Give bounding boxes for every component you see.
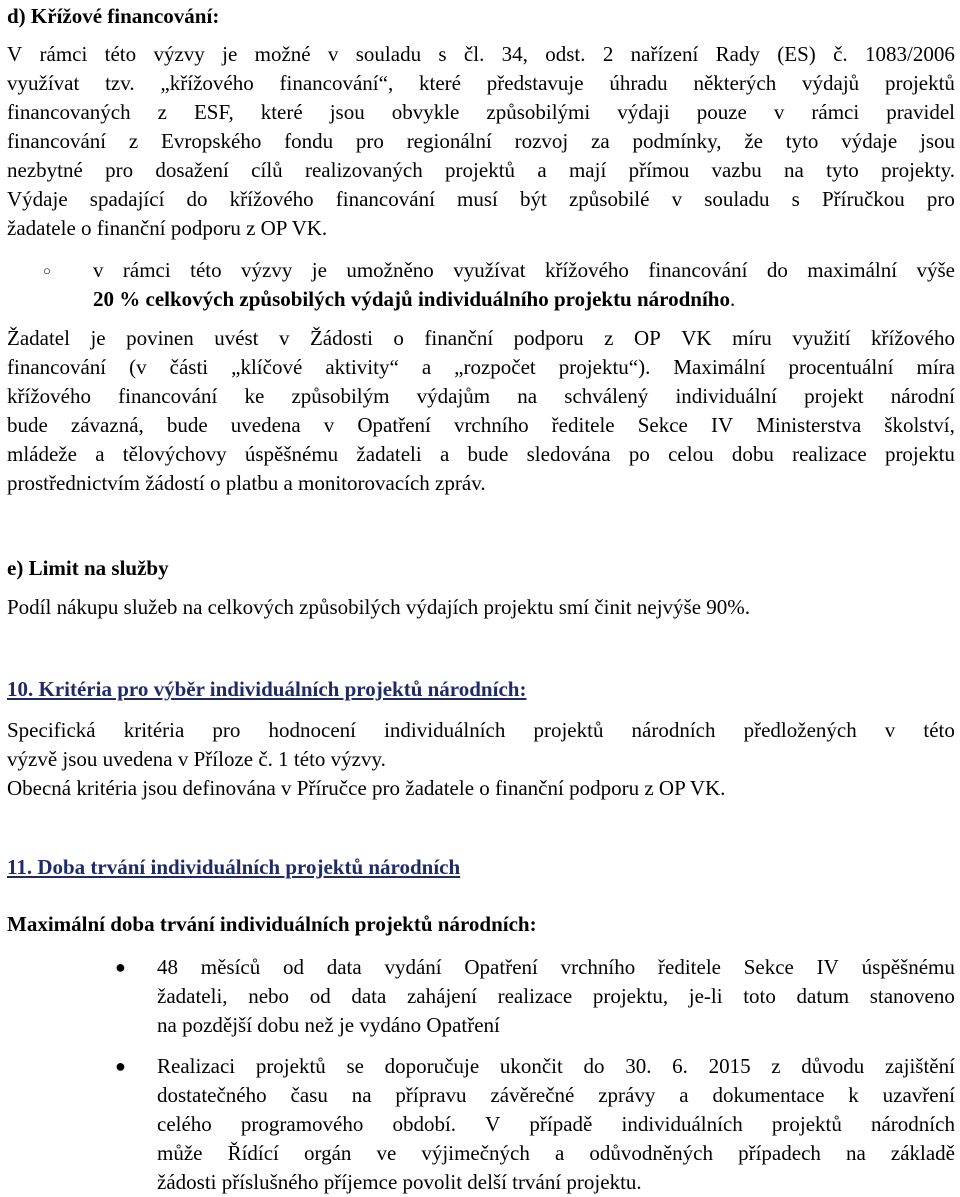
section-e-text: Podíl nákupu služeb na celkových způsobilých výdajích projektu smí činit nejvýše 90%. [7,595,751,619]
section-e-heading: e) Limit na služby [7,556,169,580]
para-line: Žadatel je povinen uvést v Žádosti o finanční podporu z OP VK míru využití křížového [7,326,955,350]
section-d-heading: d) Křížové financování: [7,4,220,28]
section-11-heading[interactable]: 11. Doba trvání individuálních projektů národních [7,855,461,879]
bullet-icon: ○ [43,263,51,278]
para-line: nezbytné pro dosažení cílů realizovaných projektů a mají přímou vazbu na tyto projekty. [7,158,955,182]
bullet-line: může Řídící orgán ve výjimečných a odůvodněných případech na základě [157,1141,955,1165]
para-line: mládeže a tělovýchovy úspěšnému žadateli a bude sledována po celou dobu realizace projektu [7,442,955,466]
para-line: bude závazná, bude uvedena v Opatření vrchního ředitele Sekce IV Ministerstva školství, [7,413,955,437]
bullet-line: dostatečného času na přípravu závěrečné zprávy a dokumentace k uzavření [157,1083,955,1107]
bullet-line: žadateli, nebo od data zahájení realizace projektu, je-li toto datum stanoveno [157,984,955,1008]
para-line: žadatele o finanční podporu z OP VK. [7,216,328,240]
bullet-line [93,285,735,314]
bullet-line: Realizaci projektů se doporučuje ukončit do 30. 6. 2015 z důvodu zajištění [157,1054,955,1078]
section-10-heading[interactable]: 10. Kritéria pro výběr individuálních projektů národních: [7,677,527,701]
section-11-subheading: Maximální doba trvání individuálních projektů národních: [7,912,537,936]
bullet-line: 48 měsíců od data vydání Opatření vrchního ředitele Sekce IV úspěšnému [157,955,955,979]
para-line: Výdaje spadající do křížového financování musí být způsobilé v souladu s Příručkou pro [7,187,955,211]
bullet-line: na pozdější dobu než je vydáno Opatření [157,1013,500,1037]
bullet-line: žádosti příslušného příjemce povolit delší trvání projektu. [157,1170,642,1194]
para-line: Specifická kritéria pro hodnocení individuálních projektů národních předložených v této [7,718,955,742]
para-line: financování (v části „klíčové aktivity“ a „rozpočet projektu“). Maximální procentuální míra [7,355,955,379]
para-line: výzvě jsou uvedena v Příloze č. 1 této výzvy. [7,747,386,771]
para-line: využívat tzv. „křížového financování“, které představuje úhradu některých výdajů projektů [7,71,955,95]
para-line: Obecná kritéria jsou definována v Příručce pro žadatele o finanční podporu z OP VK. [7,776,726,800]
para-line: křížového financování ke způsobilým výdajům na schválený individuální projekt národní [7,384,955,408]
bullet-icon: ● [115,1056,126,1076]
para-line: financovaných z ESF, které jsou obvykle způsobilými výdaji pouze v rámci pravidel [7,100,955,124]
bullet-line: celého programového období. V případě individuálních projektů národních [157,1112,955,1136]
para-line: financování z Evropského fondu pro regionální rozvoj za podmínky, že tyto výdaje jsou [7,129,955,153]
bullet-end: . [729,287,736,311]
bullet-line: v rámci této výzvy je umožněno využívat křížového financování do maximální výše [93,258,955,282]
bullet-icon: ● [115,957,126,977]
para-line: V rámci této výzvy je možné v souladu s čl. 34, odst. 2 nařízení Rady (ES) č. 1083/2006 [7,42,955,66]
bullet-emphasis: 20 % celkových způsobilých výdajů individuálního projektu národního [93,287,730,311]
para-line: prostřednictvím žádostí o platbu a monitorovacích zpráv. [7,471,486,495]
